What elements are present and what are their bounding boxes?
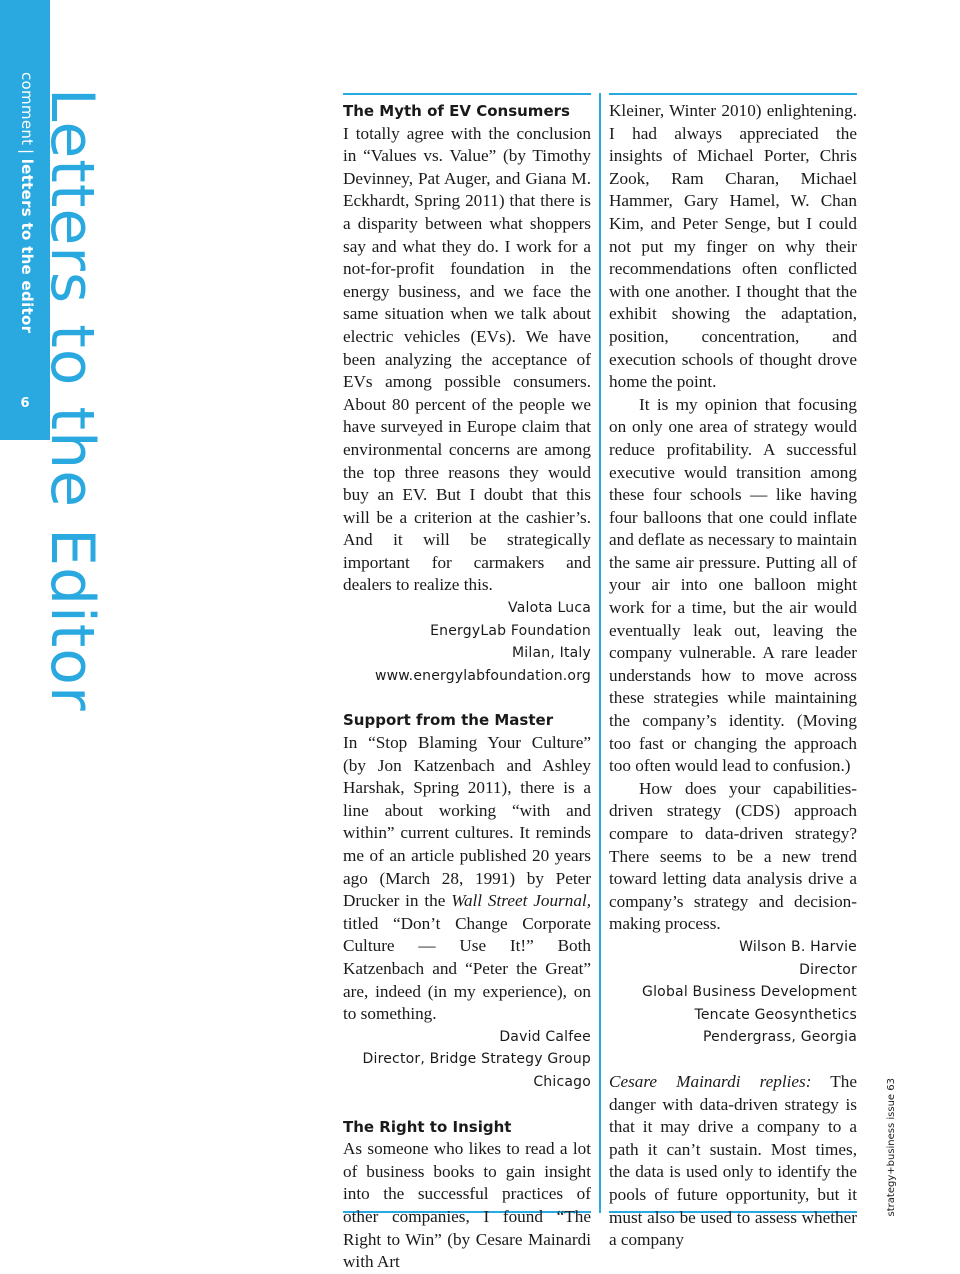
section-divider: |	[18, 149, 36, 155]
left-column	[343, 100, 591, 1274]
letter-right-to-insight	[343, 1116, 591, 1274]
signature-name: David Calfee	[499, 1028, 591, 1045]
letter-body: As someone who likes to read a lot of business books to gain insight into the successful practices of other companies, I found “The Right to Win” (by Cesare Mainardi with Art	[343, 1139, 591, 1272]
signature-name: Valota Luca	[508, 600, 591, 617]
section-name: comment	[18, 72, 36, 146]
signature-company: Tencate Geosynthetics	[694, 1006, 857, 1023]
signature-name: Wilson B. Harvie	[739, 938, 857, 955]
letter-support-master	[343, 709, 591, 1093]
signature-department: Global Business Development	[642, 984, 857, 1001]
letter-ev-consumers	[343, 100, 591, 687]
letter-headline: Support from the Master	[343, 711, 554, 730]
editor-reply	[609, 1071, 857, 1252]
letter-body-text: titled “Don’t Change Corporate Culture — Use It!” Both Katzenbach and “Peter the Great” are, indeed (in my experience), on to something.	[343, 913, 591, 1024]
letter-headline: The Right to Insight	[343, 1117, 512, 1136]
signature-title: Director	[799, 961, 857, 978]
page-number: 6	[20, 396, 30, 411]
letter-paragraph: How does your capabilities-driven strategy (CDS) approach compare to data-driven strategy? There seems to be a new trend toward letting data analysis drive a company’s strategy and decision-making process.	[609, 778, 857, 934]
section-label	[18, 72, 36, 333]
section-title: letters to the editor	[18, 158, 36, 334]
signature-location: Pendergrass, Georgia	[702, 1029, 857, 1046]
publication-title: Wall Street Journal,	[451, 891, 591, 911]
folio: strategy+business issue 63	[886, 1078, 897, 1217]
top-rule-left	[343, 93, 591, 95]
signature-org: EnergyLab Foundation	[430, 622, 591, 639]
reply-lead: Cesare Mainardi replies:	[609, 1071, 812, 1091]
letter-body: I totally agree with the conclusion in “Values vs. Value” (by Timothy Devinney, Pat Auger, and Giana M. Eckhardt, Spring 2011) that there is a disparity between what shoppers say and what they do. I work for a not-for-profit foundation in the energy business, and we face the same situation when we talk about electric vehicles (EVs). We have been analyzing the acceptance of EVs among possible consumers. About 80 percent of the people we have surveyed in Europe claim that environmental concerns are among the top three reasons they would buy an EV. But I doubt that this will be a criterion at the cashier’s. And it will be strategically important for carmakers and dealers to realize this.	[343, 123, 591, 595]
top-rule-right	[609, 93, 857, 95]
signature-website: www.energylabfoundation.org	[375, 667, 591, 684]
page-title: Letters to the Editor	[37, 88, 107, 712]
reply-body: The danger with data-driven strategy is that it may drive a company to a path it can’t sustain. Most times, the data is used only to identify the pools of future opportunity, but it must also be used to assess whether a company	[609, 1071, 857, 1250]
letter-paragraph: It is my opinion that focusing on only one area of strategy would reduce profitability. A successful executive would transition among these four schools — like having four balloons that one could inflate and deflate as necessary to maintain the same air pressure. Putting all of your air into one balloon might work for a time, but the air would eventually leak out, leaving the company vulnerable. A rare leader understands how to move across these strategies while maintaining the company’s identity. (Moving too fast or changing the approach too often would lead to confusion.)	[609, 394, 857, 776]
right-column	[609, 100, 857, 1252]
signature-location: Milan, Italy	[512, 645, 591, 662]
letter-body	[343, 732, 591, 1026]
signature-title: Director, Bridge Strategy Group	[362, 1051, 591, 1068]
signature-location: Chicago	[533, 1073, 591, 1090]
letter-headline: The Myth of EV Consumers	[343, 102, 570, 120]
letter-body-continued: Kleiner, Winter 2010) enlightening. I had always appreciated the insights of Michael Porter, Chris Zook, Ram Charan, Michael Hammer, Gary Hamel, W. Chan Kim, and Peter Senge, but I could not put my finger on why their recommendations often conflicted with one another. I thought that the exhibit showing the adaptation, position, concentration, and execution schools of thought drove home the point.	[609, 101, 857, 392]
column-divider	[599, 93, 601, 1213]
letter-body-text: In “Stop Blaming Your Culture” (by Jon Katzenbach and Ashley Harshak, Spring 2011), there is a line about working “with and within” current cultures. It reminds me of an article published 20 years ago (March 28, 1991) by Peter Drucker in the	[343, 733, 591, 911]
